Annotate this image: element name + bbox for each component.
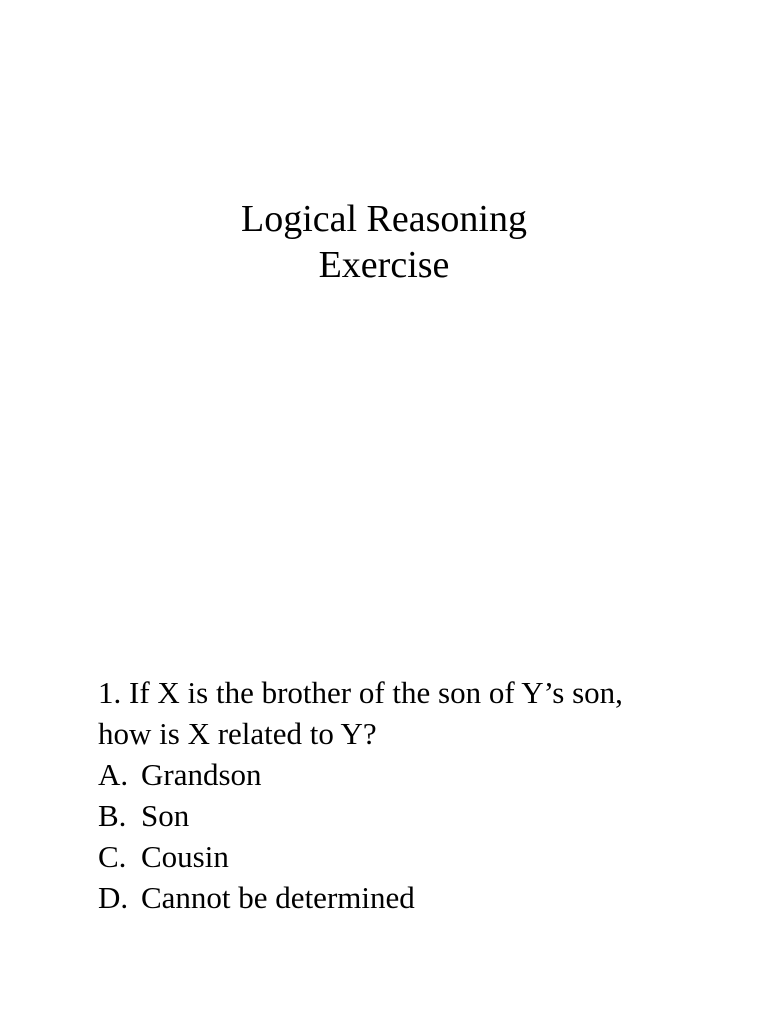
question-text-line-2: how is X related to Y? [98, 716, 377, 751]
title-line-2: Exercise [318, 244, 450, 286]
option-d [98, 877, 738, 918]
option-d-letter: D. [98, 880, 129, 915]
option-b-letter: B. [98, 798, 127, 833]
option-a-letter: A. [98, 757, 129, 792]
slide-title [0, 196, 768, 288]
option-b-text: Son [141, 798, 190, 833]
title-line-1: Logical Reasoning [241, 198, 527, 240]
option-c-letter: C. [98, 839, 127, 874]
option-a [98, 754, 738, 795]
option-c-text: Cousin [141, 839, 229, 874]
option-d-text: Cannot be determined [141, 880, 415, 915]
question-text-line-1: 1. If X is the brother of the son of Y’s son, [98, 675, 623, 710]
question-block [98, 672, 738, 918]
option-c [98, 836, 738, 877]
option-b [98, 795, 738, 836]
option-a-text: Grandson [141, 757, 262, 792]
